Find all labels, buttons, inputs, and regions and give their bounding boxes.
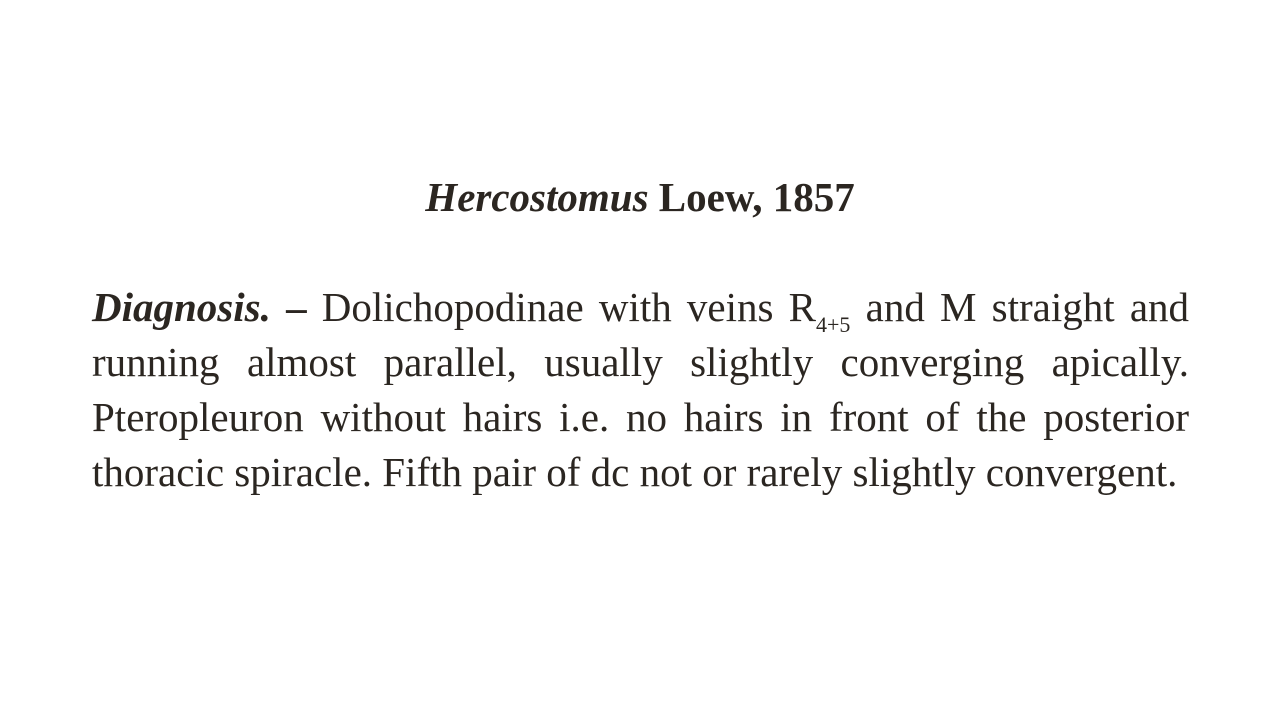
- vein-subscript: 4+5: [816, 312, 851, 337]
- author-year: Loew, 1857: [658, 174, 855, 220]
- diagnosis-text-start: Dolichopodinae with veins R: [321, 284, 816, 330]
- diagnosis-paragraph: [92, 280, 1189, 500]
- genus-name: Hercostomus: [425, 174, 649, 220]
- diagnosis-text-rest: and M straight and running almost parallel, usually slightly converging apically. Pteropleuron without hairs i.e. no hairs in front of the posterior thoracic spiracle. Fifth pair of dc not or rarely slightly convergent.: [92, 284, 1190, 495]
- diagnosis-label: Diagnosis.: [92, 284, 271, 330]
- diagnosis-dash: –: [286, 284, 307, 330]
- genus-heading: [0, 170, 1280, 224]
